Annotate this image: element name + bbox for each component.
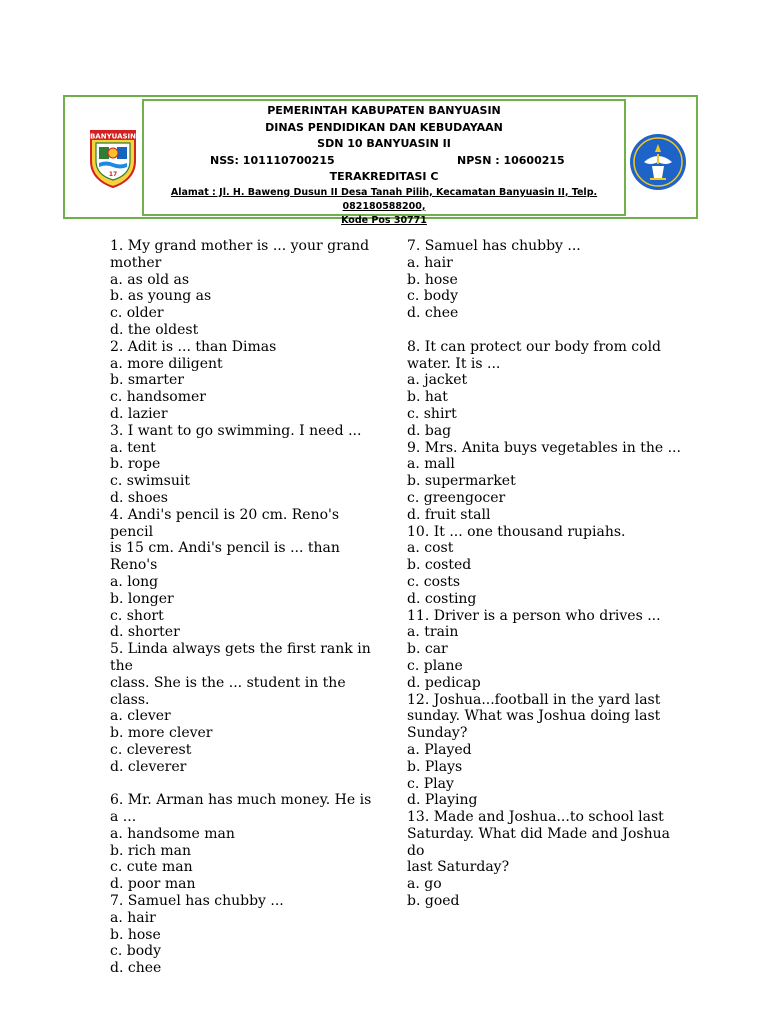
question-line: last Saturday? bbox=[407, 859, 510, 876]
school-id-row bbox=[144, 153, 624, 170]
accreditation-status: TERAKREDITASI C bbox=[329, 170, 439, 183]
question-line: 7. Samuel has chubby ... bbox=[407, 238, 581, 254]
blank-line bbox=[407, 322, 682, 339]
answer-option: a. mall bbox=[407, 456, 455, 473]
answer-option: d. bag bbox=[407, 422, 452, 439]
answer-option: c. cleverest bbox=[110, 741, 192, 758]
answer-option: c. short bbox=[110, 607, 164, 624]
answer-option: b. rope bbox=[110, 456, 161, 473]
tut-wuri-handayani-logo bbox=[628, 132, 688, 192]
question-line: Saturday. What did Made and Joshua do bbox=[407, 825, 675, 859]
answer-option: b. hose bbox=[407, 271, 458, 288]
answer-option: a. tent bbox=[110, 439, 156, 456]
school-name: SDN 10 BANYUASIN II bbox=[317, 137, 451, 150]
answer-option: a. cost bbox=[407, 540, 454, 557]
answer-option: c. greengocer bbox=[407, 489, 506, 506]
questions-left-column bbox=[110, 238, 375, 977]
question-line: 11. Driver is a person who drives ... bbox=[407, 607, 661, 624]
answer-option: c. plane bbox=[407, 657, 463, 674]
answer-option: a. Played bbox=[407, 741, 472, 758]
answer-option: c. shirt bbox=[407, 405, 457, 422]
answer-option: a. jacket bbox=[407, 372, 468, 389]
answer-option: a. more diligent bbox=[110, 355, 223, 372]
department-title: DINAS PENDIDIKAN DAN KEBUDAYAAN bbox=[265, 120, 503, 134]
questions-right-column bbox=[407, 238, 682, 910]
question-line: 4. Andi's pencil is 20 cm. Reno's pencil bbox=[110, 506, 344, 540]
question-line: sunday. What was Joshua doing last bbox=[407, 708, 661, 725]
answer-option: c. body bbox=[407, 288, 459, 305]
answer-option: c. body bbox=[110, 943, 162, 960]
question-line: mother bbox=[110, 254, 162, 271]
answer-option: b. costed bbox=[407, 557, 472, 574]
question-line: 10. It ... one thousand rupiahs. bbox=[407, 523, 626, 540]
answer-option: b. Plays bbox=[407, 758, 463, 775]
answer-option: a. go bbox=[407, 876, 442, 893]
answer-option: b. hose bbox=[110, 926, 161, 943]
svg-text:BANYUASIN: BANYUASIN bbox=[89, 132, 137, 141]
answer-option: b. more clever bbox=[110, 725, 213, 742]
question-line: 13. Made and Joshua...to school last bbox=[407, 809, 664, 826]
answer-option: b. hat bbox=[407, 389, 448, 406]
answer-option: d. shoes bbox=[110, 489, 168, 506]
question-line: class. She is the ... student in the class. bbox=[110, 674, 351, 708]
answer-option: a. hair bbox=[110, 909, 156, 926]
question-line: 8. It can protect our body from cold bbox=[407, 338, 662, 355]
answer-option: a. hair bbox=[407, 254, 453, 271]
question-line: water. It is ... bbox=[407, 355, 501, 372]
letterhead-text bbox=[144, 103, 624, 228]
answer-option: c. cute man bbox=[110, 859, 193, 876]
answer-option: a. clever bbox=[110, 708, 171, 725]
question-line: 3. I want to go swimming. I need ... bbox=[110, 422, 362, 439]
answer-option: d. shorter bbox=[110, 624, 180, 641]
answer-option: a. as old as bbox=[110, 271, 190, 288]
answer-option: b. smarter bbox=[110, 372, 184, 389]
blank-line bbox=[110, 776, 375, 793]
question-line: a ... bbox=[110, 809, 137, 826]
question-line: 5. Linda always gets the first rank in the bbox=[110, 641, 376, 674]
question-line: 7. Samuel has chubby ... bbox=[110, 893, 284, 910]
answer-option: d. chee bbox=[110, 960, 162, 977]
question-line: 9. Mrs. Anita buys vegetables in the ... bbox=[407, 439, 681, 456]
answer-option: b. longer bbox=[110, 590, 174, 607]
answer-option: a. long bbox=[110, 573, 159, 590]
postal-code: Kode Pos 30771 bbox=[341, 214, 427, 226]
answer-option: d. Playing bbox=[407, 792, 478, 809]
question-line: Sunday? bbox=[407, 725, 468, 742]
answer-option: c. swimsuit bbox=[110, 473, 190, 490]
school-address: Alamat : Jl. H. Baweng Dusun II Desa Tanah Pilih, Kecamatan Banyuasin II, Telp. 082180588200, bbox=[170, 186, 598, 212]
answer-option: a. train bbox=[407, 624, 459, 641]
nss-number: NSS: 101110700215 bbox=[210, 153, 335, 167]
answer-option: b. supermarket bbox=[407, 473, 516, 490]
answer-option: b. as young as bbox=[110, 288, 212, 305]
answer-option: d. the oldest bbox=[110, 321, 199, 338]
question-line: 2. Adit is ... than Dimas bbox=[110, 338, 277, 355]
answer-option: c. Play bbox=[407, 775, 454, 792]
answer-option: d. fruit stall bbox=[407, 506, 491, 523]
answer-option: c. costs bbox=[407, 573, 461, 590]
question-line: 1. My grand mother is ... your grand bbox=[110, 238, 370, 254]
question-line: 12. Joshua...football in the yard last bbox=[407, 691, 661, 708]
answer-option: b. car bbox=[407, 641, 448, 658]
answer-option: c. older bbox=[110, 305, 164, 322]
answer-option: d. lazier bbox=[110, 405, 168, 422]
question-line: is 15 cm. Andi's pencil is ... than Reno's bbox=[110, 540, 345, 574]
answer-option: d. poor man bbox=[110, 876, 196, 893]
answer-option: a. handsome man bbox=[110, 825, 235, 842]
answer-option: b. rich man bbox=[110, 842, 191, 859]
answer-option: d. chee bbox=[407, 305, 459, 322]
answer-option: d. costing bbox=[407, 590, 477, 607]
answer-option: d. pedicap bbox=[407, 674, 481, 691]
question-line: 6. Mr. Arman has much money. He is bbox=[110, 792, 372, 809]
answer-option: b. goed bbox=[407, 893, 460, 910]
answer-option: c. handsomer bbox=[110, 389, 206, 406]
svg-text:17: 17 bbox=[108, 171, 118, 178]
banyuasin-logo bbox=[87, 125, 139, 189]
government-title: PEMERINTAH KABUPATEN BANYUASIN bbox=[267, 104, 501, 117]
answer-option: d. cleverer bbox=[110, 758, 187, 775]
npsn-number: NPSN : 10600215 bbox=[457, 153, 565, 167]
